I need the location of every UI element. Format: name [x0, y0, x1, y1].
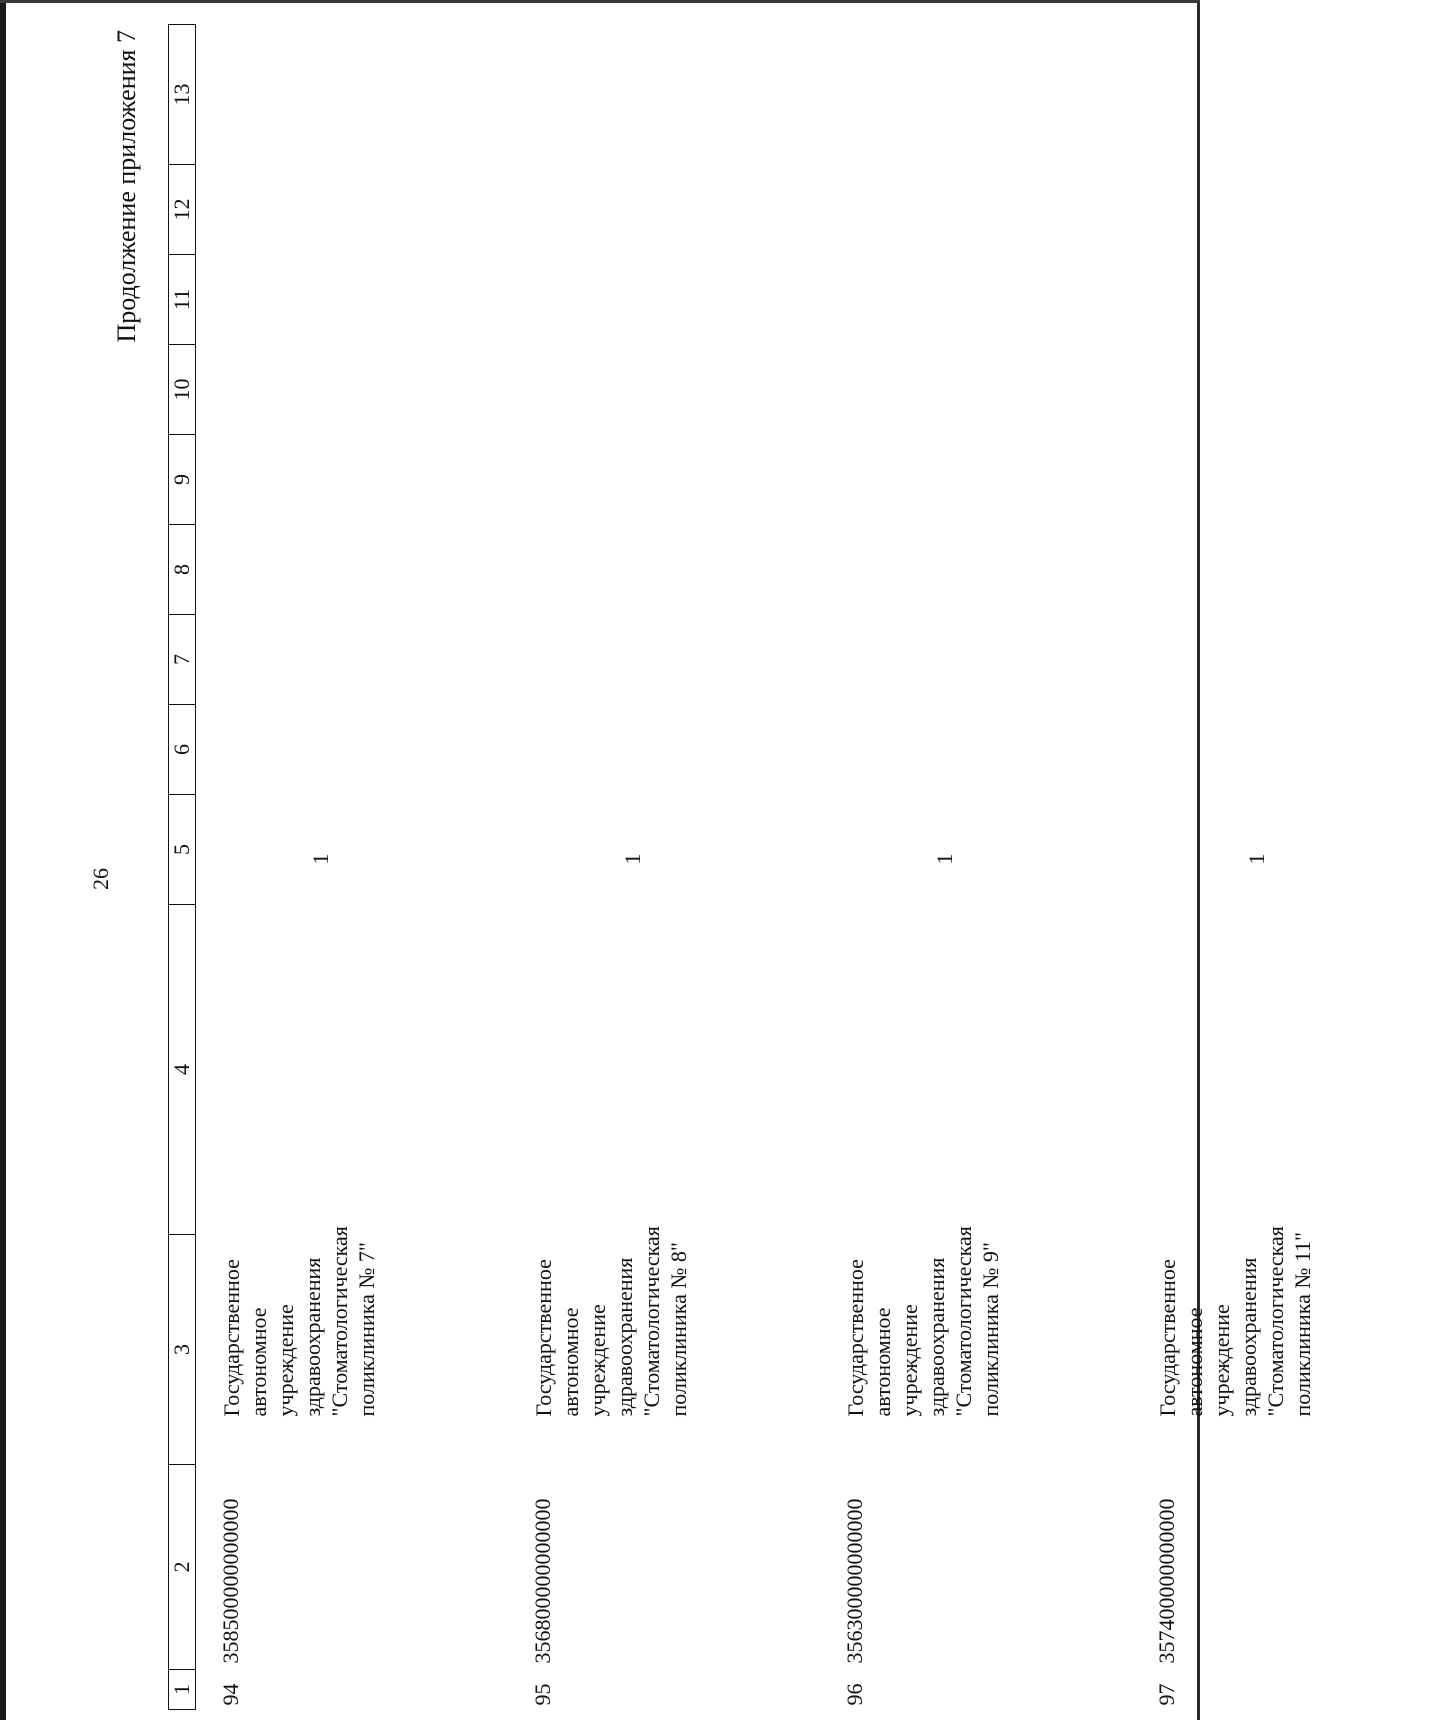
- column-number-row: [169, 25, 196, 1710]
- org-name: [508, 905, 820, 1465]
- org-name-line: здравоохранения: [1236, 1257, 1261, 1417]
- org-name-line: Государственное: [531, 1259, 556, 1417]
- row-number: 96: [842, 1683, 867, 1706]
- column-number-header: 5: [169, 795, 196, 905]
- org-name-line: автономное: [246, 1307, 271, 1417]
- org-name-line: поликлиника № 8": [666, 1242, 691, 1417]
- column-number-header: 11: [169, 255, 196, 345]
- column-number-header: 3: [169, 1235, 196, 1465]
- column-number-header: 10: [169, 345, 196, 435]
- org-name-line: учреждение: [585, 1304, 610, 1417]
- column-5-value: 1: [932, 853, 957, 865]
- table-row: [820, 25, 1132, 1710]
- org-name-line: Государственное: [219, 1259, 244, 1417]
- column-number-header: 9: [169, 435, 196, 525]
- org-name-line: учреждение: [897, 1304, 922, 1417]
- org-code: 356300000000000: [842, 1498, 867, 1664]
- column-5-value: 1: [308, 853, 333, 865]
- appendix-table: [168, 24, 1444, 1710]
- org-name-line: поликлиника № 7": [354, 1242, 379, 1417]
- org-name-line: "Стоматологическая: [951, 1226, 976, 1417]
- org-code: 357400000000000: [1154, 1498, 1179, 1664]
- table-row: [508, 25, 820, 1710]
- row-number: 95: [530, 1683, 555, 1706]
- column-number-header: 4: [169, 905, 196, 1235]
- org-code: 356800000000000: [530, 1498, 555, 1664]
- column-5-value: 1: [620, 853, 645, 865]
- org-name-line: учреждение: [1209, 1304, 1234, 1417]
- column-number-header: 13: [169, 25, 196, 165]
- org-name: [196, 905, 509, 1465]
- table-row: [196, 25, 509, 1710]
- org-name-line: автономное: [1182, 1307, 1207, 1417]
- org-code: 358500000000000: [218, 1498, 243, 1664]
- table-row: [1132, 25, 1444, 1710]
- org-name-line: учреждение: [273, 1304, 298, 1417]
- column-5-value: 1: [1244, 853, 1269, 865]
- row-number: 94: [218, 1683, 243, 1706]
- column-number-header: 7: [169, 615, 196, 705]
- org-name: [820, 905, 1132, 1465]
- org-name-line: Государственное: [843, 1259, 868, 1417]
- org-name-line: здравоохранения: [300, 1257, 325, 1417]
- org-name-line: "Стоматологическая: [639, 1226, 664, 1417]
- page-number: 26: [88, 868, 113, 890]
- appendix-continuation-label: Продолжение приложения 7: [112, 30, 141, 343]
- org-name: [1132, 905, 1444, 1465]
- org-name-line: здравоохранения: [612, 1257, 637, 1417]
- org-name-line: автономное: [558, 1307, 583, 1417]
- column-number-header: 8: [169, 525, 196, 615]
- column-number-header: 6: [169, 705, 196, 795]
- org-name-line: "Стоматологическая: [1263, 1226, 1288, 1417]
- column-number-header: 2: [169, 1465, 196, 1670]
- org-name-line: здравоохранения: [924, 1257, 949, 1417]
- org-name-line: автономное: [870, 1307, 895, 1417]
- row-number: 97: [1154, 1683, 1179, 1706]
- org-name-line: поликлиника № 9": [978, 1242, 1003, 1417]
- org-name-line: "Стоматологическая: [327, 1226, 352, 1417]
- org-name-line: Государственное: [1155, 1259, 1180, 1417]
- org-name-line: поликлиника № 11": [1290, 1232, 1315, 1417]
- column-number-header: 12: [169, 165, 196, 255]
- column-number-header: 1: [169, 1670, 196, 1710]
